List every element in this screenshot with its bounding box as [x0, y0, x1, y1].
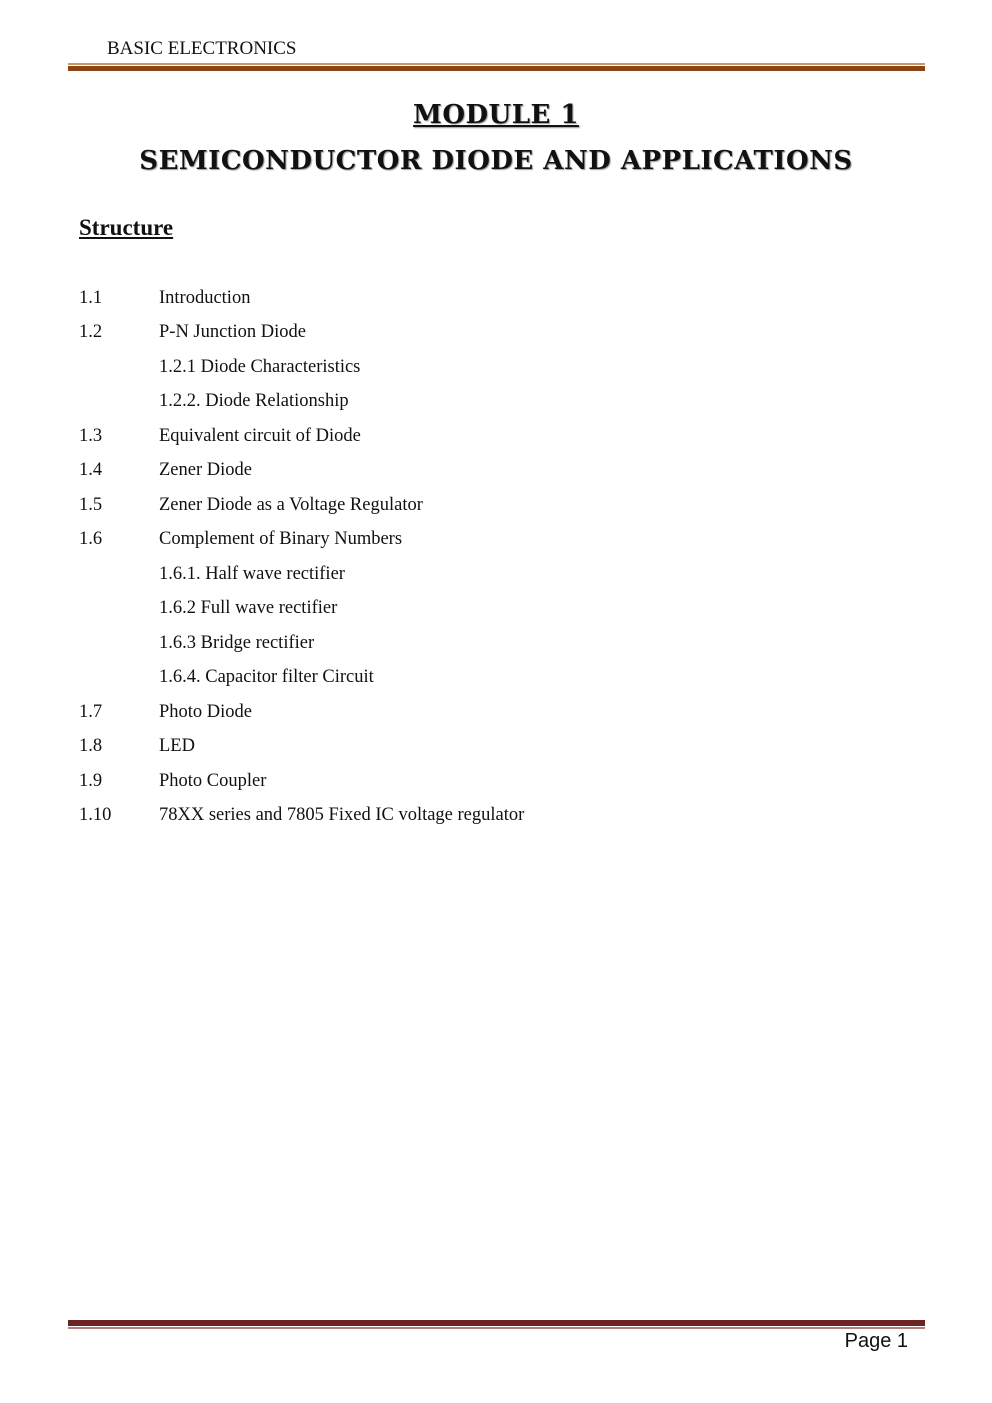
toc-entry — [79, 764, 524, 799]
toc-entry-title: 1.6.2 Full wave rectifier — [159, 598, 338, 619]
table-of-contents — [79, 281, 524, 833]
toc-entry-number: 1.9 — [79, 770, 103, 791]
toc-entry — [79, 592, 524, 627]
toc-entry-title: Photo Diode — [159, 701, 253, 722]
toc-entry — [79, 626, 524, 661]
toc-entry-number: 1.10 — [79, 805, 112, 826]
toc-entry — [79, 385, 524, 420]
toc-entry — [79, 799, 524, 834]
toc-entry — [79, 695, 524, 730]
toc-entry-title: LED — [159, 736, 195, 757]
toc-entry-title: Complement of Binary Numbers — [159, 529, 403, 550]
page-number: Page 1 — [844, 1330, 908, 1352]
toc-entry — [79, 419, 524, 454]
toc-entry-number: 1.8 — [79, 736, 103, 757]
toc-entry — [79, 557, 524, 592]
toc-entry-number: 1.1 — [79, 287, 103, 308]
running-header: BASIC ELECTRONICS — [107, 38, 297, 59]
header-rule-thick — [68, 66, 925, 71]
toc-entry — [79, 454, 524, 489]
module-title: MODULE 1 — [413, 100, 579, 130]
header-rule — [68, 63, 925, 65]
toc-entry-title: Zener Diode as a Voltage Regulator — [159, 494, 423, 515]
toc-entry — [79, 350, 524, 385]
toc-entry-number: 1.5 — [79, 494, 103, 515]
toc-entry-title: 1.2.1 Diode Characteristics — [159, 356, 361, 377]
footer-rule — [68, 1320, 925, 1326]
toc-entry — [79, 730, 524, 765]
footer-rule-thin — [68, 1327, 925, 1329]
toc-entry-title: Zener Diode — [159, 460, 252, 481]
toc-entry-title: 1.6.4. Capacitor filter Circuit — [159, 667, 374, 688]
toc-entry — [79, 488, 524, 523]
toc-entry-number: 1.2 — [79, 322, 103, 343]
toc-entry-title: 1.2.2. Diode Relationship — [159, 391, 349, 412]
structure-heading: Structure — [79, 215, 174, 240]
toc-entry-number: 1.4 — [79, 460, 103, 481]
toc-entry-number: 1.7 — [79, 701, 103, 722]
toc-entry-title: Equivalent circuit of Diode — [159, 425, 361, 446]
toc-entry — [79, 523, 524, 558]
toc-entry-number: 1.3 — [79, 425, 103, 446]
toc-entry-number: 1.6 — [79, 529, 103, 550]
toc-entry — [79, 281, 524, 316]
toc-entry — [79, 316, 524, 351]
toc-entry-title: P-N Junction Diode — [159, 322, 306, 343]
module-subtitle: SEMICONDUCTOR DIODE AND APPLICATIONS — [139, 146, 853, 176]
toc-entry-title: Photo Coupler — [159, 770, 267, 791]
toc-entry — [79, 661, 524, 696]
toc-entry-title: 1.6.3 Bridge rectifier — [159, 632, 315, 653]
toc-entry-title: 78XX series and 7805 Fixed IC voltage regulator — [159, 805, 525, 826]
toc-entry-title: 1.6.1. Half wave rectifier — [159, 563, 345, 584]
toc-entry-title: Introduction — [159, 287, 251, 308]
